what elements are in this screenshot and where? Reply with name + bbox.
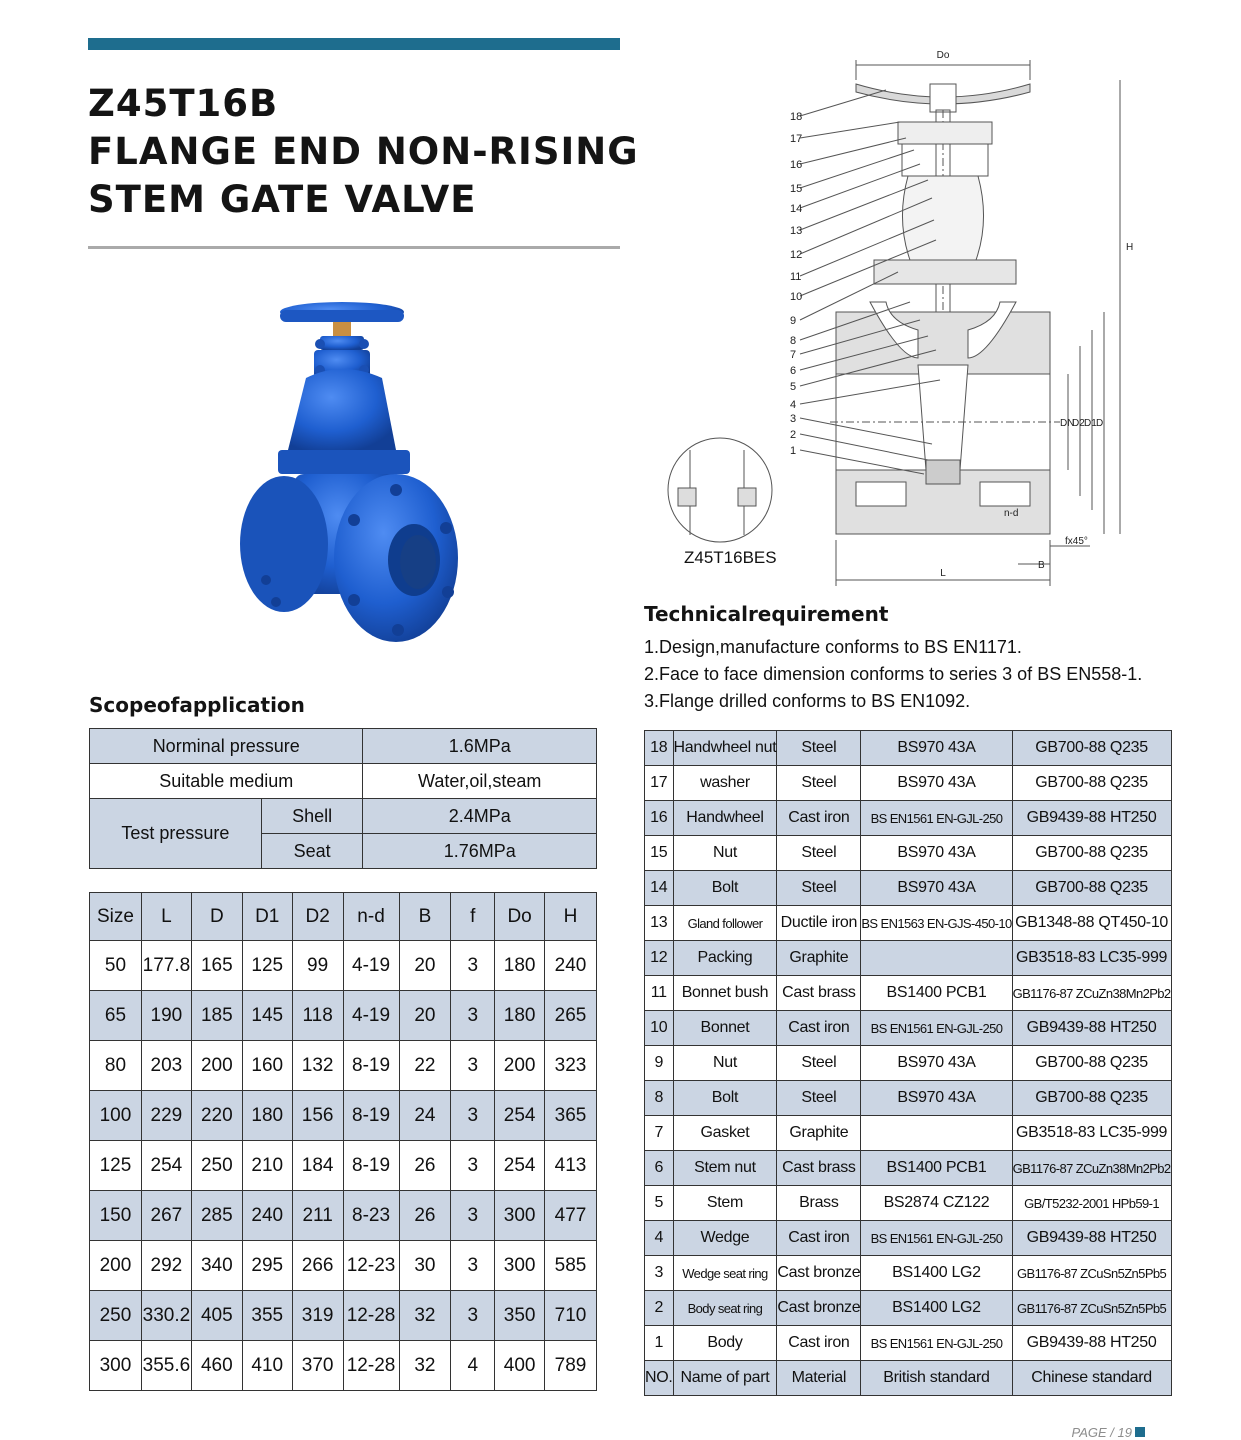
dims-cell: 211 [292, 1191, 343, 1241]
gate-valve-product-image [236, 300, 466, 655]
dims-cell: 160 [242, 1041, 292, 1091]
parts-cell: British standard [861, 1361, 1012, 1396]
table-row [90, 1141, 597, 1191]
dim-do: Do [936, 50, 950, 61]
parts-cell: 15 [645, 836, 674, 871]
dims-cell: 340 [191, 1241, 242, 1291]
dimensions-table [89, 892, 597, 1391]
dim-l: L [940, 568, 946, 579]
dims-cell: 405 [191, 1291, 242, 1341]
dims-cell: 200 [495, 1041, 545, 1091]
tech-item-2: 2.Face to face dimension conforms to series 3 of BS EN558-1. [644, 664, 1143, 684]
parts-cell: Cast brass [777, 976, 861, 1011]
parts-cell: BS970 43A [861, 1081, 1012, 1116]
parts-cell: Steel [777, 766, 861, 801]
callout-number: 10 [790, 291, 803, 303]
parts-cell: GB1348-88 QT450-10 [1012, 906, 1171, 941]
table-row [645, 1116, 1172, 1151]
dims-cell: 4 [451, 1341, 495, 1391]
parts-cell: BS1400 LG2 [861, 1256, 1012, 1291]
dims-cell: D1 [242, 893, 292, 941]
parts-cell: GB700-88 Q235 [1012, 766, 1171, 801]
dims-cell: 267 [141, 1191, 191, 1241]
parts-cell: Steel [777, 871, 861, 906]
parts-cell: Material [777, 1361, 861, 1396]
table-row [645, 766, 1172, 801]
parts-cell: Cast iron [777, 1221, 861, 1256]
dims-cell: 12-28 [343, 1291, 399, 1341]
dims-cell: 8-19 [343, 1141, 399, 1191]
parts-cell: Cast brass [777, 1151, 861, 1186]
dim-d2: D2 [1072, 418, 1085, 429]
table-row [645, 836, 1172, 871]
dims-cell: 240 [545, 941, 597, 991]
parts-cell: Bonnet [673, 1011, 777, 1046]
parts-cell: BS EN1561 EN-GJL-250 [861, 1326, 1012, 1361]
nominal-pressure-label: Norminal pressure [90, 729, 363, 764]
parts-cell: GB700-88 Q235 [1012, 731, 1171, 766]
dims-cell: 3 [451, 1041, 495, 1091]
table-row [645, 1011, 1172, 1046]
dims-cell: 477 [545, 1191, 597, 1241]
dims-cell: n-d [343, 893, 399, 941]
parts-cell: GB1176-87 ZCuSn5Zn5Pb5 [1012, 1256, 1171, 1291]
callout-number: 18 [790, 111, 803, 123]
parts-cell: NO. [645, 1361, 674, 1396]
parts-cell: BS970 43A [861, 871, 1012, 906]
table-row [645, 1326, 1172, 1361]
table-row [645, 906, 1172, 941]
parts-cell: 11 [645, 976, 674, 1011]
dims-cell: B [399, 893, 451, 941]
parts-cell: Gland follower [673, 906, 777, 941]
table-row [90, 1341, 597, 1391]
table-row [645, 1186, 1172, 1221]
dims-cell: 3 [451, 1141, 495, 1191]
table-row [645, 1081, 1172, 1116]
dims-cell: 210 [242, 1141, 292, 1191]
parts-cell: 8 [645, 1081, 674, 1116]
dims-cell: 370 [292, 1341, 343, 1391]
dims-cell: 12-28 [343, 1341, 399, 1391]
table-row [645, 801, 1172, 836]
parts-cell: 12 [645, 941, 674, 976]
parts-cell: BS970 43A [861, 766, 1012, 801]
dims-cell: 300 [90, 1341, 142, 1391]
table-row [645, 871, 1172, 906]
dim-b: B [1038, 560, 1045, 571]
callout-number: 13 [790, 225, 803, 237]
parts-cell: 14 [645, 871, 674, 906]
dims-cell: 20 [399, 991, 451, 1041]
parts-cell: 16 [645, 801, 674, 836]
dims-cell: 350 [495, 1291, 545, 1341]
page-footer [1072, 1425, 1145, 1440]
dims-cell: H [545, 893, 597, 941]
parts-cell: Graphite [777, 1116, 861, 1151]
dims-cell: 203 [141, 1041, 191, 1091]
callout-number: 5 [790, 381, 797, 393]
parts-cell: 18 [645, 731, 674, 766]
dims-cell: D [191, 893, 242, 941]
parts-cell: BS EN1561 EN-GJL-250 [861, 1011, 1012, 1046]
parts-cell: BS970 43A [861, 836, 1012, 871]
dims-cell: 8-23 [343, 1191, 399, 1241]
dims-cell: 4-19 [343, 991, 399, 1041]
dims-cell: 254 [495, 1091, 545, 1141]
parts-cell [861, 1116, 1012, 1151]
test-pressure-label: Test pressure [90, 799, 262, 869]
dims-cell: 585 [545, 1241, 597, 1291]
tech-item-3: 3.Flange drilled conforms to BS EN1092. [644, 691, 971, 711]
dims-cell: 20 [399, 941, 451, 991]
title-line-2: FLANGE END NON-RISING [88, 130, 639, 173]
table-row [90, 1041, 597, 1091]
parts-cell: Cast bronze [777, 1256, 861, 1291]
shell-label: Shell [261, 799, 363, 834]
tech-heading: Technicalrequirement [644, 602, 889, 626]
title-line-3: STEM GATE VALVE [88, 178, 477, 221]
parts-cell: Brass [777, 1186, 861, 1221]
table-row [645, 976, 1172, 1011]
dim-d1: D1 [1084, 418, 1097, 429]
parts-cell: Chinese standard [1012, 1361, 1171, 1396]
dims-cell: 266 [292, 1241, 343, 1291]
parts-cell: Steel [777, 1081, 861, 1116]
parts-cell: Stem nut [673, 1151, 777, 1186]
dims-cell: 3 [451, 1191, 495, 1241]
parts-cell: Cast iron [777, 801, 861, 836]
parts-cell: Nut [673, 1046, 777, 1081]
parts-cell: Bolt [673, 1081, 777, 1116]
dim-h: H [1126, 242, 1134, 253]
parts-cell [861, 941, 1012, 976]
tech-requirements-list [644, 634, 1142, 715]
parts-cell: Ductile iron [777, 906, 861, 941]
dims-cell: 292 [141, 1241, 191, 1291]
dims-cell: 285 [191, 1191, 242, 1241]
dims-cell: 265 [545, 991, 597, 1041]
dims-cell: 156 [292, 1091, 343, 1141]
table-row [645, 1046, 1172, 1081]
dim-dn: DN [1060, 418, 1075, 429]
parts-cell: Name of part [673, 1361, 777, 1396]
dims-cell: 26 [399, 1191, 451, 1241]
dims-cell: 4-19 [343, 941, 399, 991]
dims-cell: 32 [399, 1341, 451, 1391]
dims-cell: 254 [495, 1141, 545, 1191]
callout-number: 15 [790, 183, 803, 195]
footer-square-icon [1135, 1427, 1145, 1437]
seat-value: 1.76MPa [363, 834, 597, 869]
callout-number: 17 [790, 133, 803, 145]
parts-cell: Steel [777, 836, 861, 871]
table-row [90, 1091, 597, 1141]
parts-cell: GB1176-87 ZCuZn38Mn2Pb2 [1012, 976, 1171, 1011]
parts-cell: GB3518-83 LC35-999 [1012, 941, 1171, 976]
dims-cell: 300 [495, 1241, 545, 1291]
inset-model-label: Z45T16BES [684, 548, 777, 567]
dims-cell: 295 [242, 1241, 292, 1291]
callout-number: 11 [790, 271, 802, 283]
parts-cell: Gasket [673, 1116, 777, 1151]
dims-cell: 125 [242, 941, 292, 991]
dims-cell: 200 [191, 1041, 242, 1091]
table-row [90, 991, 597, 1041]
parts-cell: Nut [673, 836, 777, 871]
dims-cell: 125 [90, 1141, 142, 1191]
callout-number: 6 [790, 365, 797, 377]
dims-cell: 26 [399, 1141, 451, 1191]
dims-cell: 99 [292, 941, 343, 991]
dims-cell: 240 [242, 1191, 292, 1241]
parts-cell: BS1400 LG2 [861, 1291, 1012, 1326]
parts-cell: Cast iron [777, 1326, 861, 1361]
parts-cell: 6 [645, 1151, 674, 1186]
dims-cell: 355.6 [141, 1341, 191, 1391]
dims-cell: 319 [292, 1291, 343, 1341]
callout-number: 4 [790, 399, 797, 411]
dims-cell: 400 [495, 1341, 545, 1391]
dims-cell: 250 [90, 1291, 142, 1341]
dims-cell: 50 [90, 941, 142, 991]
scope-table [89, 728, 597, 869]
parts-cell: Cast bronze [777, 1291, 861, 1326]
parts-cell: GB1176-87 ZCuSn5Zn5Pb5 [1012, 1291, 1171, 1326]
dims-cell: L [141, 893, 191, 941]
parts-cell: 4 [645, 1221, 674, 1256]
parts-cell: 5 [645, 1186, 674, 1221]
dims-cell: 22 [399, 1041, 451, 1091]
dims-cell: 3 [451, 1241, 495, 1291]
dims-cell: 3 [451, 991, 495, 1041]
table-row [645, 1221, 1172, 1256]
table-row [645, 1256, 1172, 1291]
callout-number: 3 [790, 413, 797, 425]
parts-cell: BS2874 CZ122 [861, 1186, 1012, 1221]
parts-cell: Body seat ring [673, 1291, 777, 1326]
page-title [88, 80, 648, 224]
title-line-model: Z45T16B [88, 82, 279, 125]
callout-number: 7 [790, 349, 797, 361]
dims-cell: 180 [495, 941, 545, 991]
parts-cell: washer [673, 766, 777, 801]
parts-cell: 9 [645, 1046, 674, 1081]
parts-cell: GB700-88 Q235 [1012, 836, 1171, 871]
medium-label: Suitable medium [90, 764, 363, 799]
dims-cell: 200 [90, 1241, 142, 1291]
parts-cell: Stem [673, 1186, 777, 1221]
parts-cell: GB700-88 Q235 [1012, 1081, 1171, 1116]
header-accent-bar [88, 38, 620, 50]
table-row [645, 1291, 1172, 1326]
parts-cell: 10 [645, 1011, 674, 1046]
dims-cell: 100 [90, 1091, 142, 1141]
dims-cell: 180 [495, 991, 545, 1041]
parts-cell: Wedge [673, 1221, 777, 1256]
table-row [90, 1191, 597, 1241]
dims-cell: 710 [545, 1291, 597, 1341]
parts-cell: Graphite [777, 941, 861, 976]
parts-cell: Steel [777, 731, 861, 766]
dims-cell: 323 [545, 1041, 597, 1091]
parts-cell: 13 [645, 906, 674, 941]
parts-cell: 2 [645, 1291, 674, 1326]
parts-cell: Wedge seat ring [673, 1256, 777, 1291]
dim-nd: n-d [1004, 508, 1019, 519]
dims-cell: 80 [90, 1041, 142, 1091]
dims-cell: 184 [292, 1141, 343, 1191]
parts-cell: 7 [645, 1116, 674, 1151]
parts-cell: Body [673, 1326, 777, 1361]
parts-cell: Handwheel nut [673, 731, 777, 766]
callout-number: 1 [790, 445, 797, 457]
dims-cell: 118 [292, 991, 343, 1041]
parts-cell: Bonnet bush [673, 976, 777, 1011]
shell-value: 2.4MPa [363, 799, 597, 834]
dims-cell: 8-19 [343, 1041, 399, 1091]
dims-cell: Do [495, 893, 545, 941]
dims-cell: 165 [191, 941, 242, 991]
dims-cell: 300 [495, 1191, 545, 1241]
parts-cell: GB9439-88 HT250 [1012, 1011, 1171, 1046]
table-row [645, 941, 1172, 976]
dims-cell: 150 [90, 1191, 142, 1241]
dims-header-row [90, 893, 597, 941]
page-footer-text: PAGE / 19 [1071, 1425, 1132, 1440]
parts-footer-row [645, 1361, 1172, 1396]
dims-cell: 190 [141, 991, 191, 1041]
dims-cell: 30 [399, 1241, 451, 1291]
dims-cell: 8-19 [343, 1091, 399, 1141]
parts-cell: BS970 43A [861, 1046, 1012, 1081]
dims-cell: 355 [242, 1291, 292, 1341]
callout-number: 9 [790, 315, 797, 327]
callout-number: 14 [790, 203, 803, 215]
parts-cell: GB9439-88 HT250 [1012, 801, 1171, 836]
dims-cell: 65 [90, 991, 142, 1041]
dims-cell: 177.8 [141, 941, 191, 991]
dims-cell: 413 [545, 1141, 597, 1191]
table-row [90, 1291, 597, 1341]
dims-cell: D2 [292, 893, 343, 941]
parts-cell: BS1400 PCB1 [861, 1151, 1012, 1186]
dim-d: D [1096, 418, 1104, 429]
dims-cell: 330.2 [141, 1291, 191, 1341]
callout-number: 8 [790, 335, 797, 347]
nominal-pressure-value: 1.6MPa [363, 729, 597, 764]
parts-cell: GB9439-88 HT250 [1012, 1221, 1171, 1256]
medium-value: Water,oil,steam [363, 764, 597, 799]
title-divider [88, 246, 620, 249]
dims-cell: 410 [242, 1341, 292, 1391]
parts-cell: Steel [777, 1046, 861, 1081]
dims-cell: 365 [545, 1091, 597, 1141]
dims-cell: 460 [191, 1341, 242, 1391]
parts-cell: GB700-88 Q235 [1012, 871, 1171, 906]
dims-cell: 789 [545, 1341, 597, 1391]
parts-cell: 17 [645, 766, 674, 801]
dims-cell: 180 [242, 1091, 292, 1141]
dims-cell: 185 [191, 991, 242, 1041]
dim-f: fx45° [1065, 536, 1088, 547]
table-row [90, 1241, 597, 1291]
callout-number: 12 [790, 249, 803, 261]
seat-label: Seat [261, 834, 363, 869]
parts-cell: BS EN1563 EN-GJS-450-10 [861, 906, 1012, 941]
parts-cell: GB3518-83 LC35-999 [1012, 1116, 1171, 1151]
dims-cell: 12-23 [343, 1241, 399, 1291]
parts-cell: 1 [645, 1326, 674, 1361]
dims-cell: 32 [399, 1291, 451, 1341]
scope-heading: Scopeofapplication [89, 693, 305, 717]
parts-cell: BS EN1561 EN-GJL-250 [861, 1221, 1012, 1256]
parts-cell: GB700-88 Q235 [1012, 1046, 1171, 1081]
dims-cell: 3 [451, 941, 495, 991]
parts-cell: BS970 43A [861, 731, 1012, 766]
parts-cell: Packing [673, 941, 777, 976]
parts-cell: BS1400 PCB1 [861, 976, 1012, 1011]
dims-cell: 254 [141, 1141, 191, 1191]
dims-cell: 132 [292, 1041, 343, 1091]
dims-cell: f [451, 893, 495, 941]
valve-cross-section-drawing [660, 40, 1134, 592]
parts-cell: Bolt [673, 871, 777, 906]
callout-number: 16 [790, 159, 803, 171]
parts-cell: GB1176-87 ZCuZn38Mn2Pb2 [1012, 1151, 1171, 1186]
dims-cell: 220 [191, 1091, 242, 1141]
dims-cell: 250 [191, 1141, 242, 1191]
dims-cell: 24 [399, 1091, 451, 1141]
parts-cell: GB/T5232-2001 HPb59-1 [1012, 1186, 1171, 1221]
table-row [90, 941, 597, 991]
tech-item-1: 1.Design,manufacture conforms to BS EN1171. [644, 637, 1022, 657]
dims-cell: 3 [451, 1291, 495, 1341]
parts-table [644, 730, 1172, 1396]
part-callouts [790, 111, 802, 457]
dims-cell: 3 [451, 1091, 495, 1141]
table-row [645, 731, 1172, 766]
dims-cell: Size [90, 893, 142, 941]
parts-cell: BS EN1561 EN-GJL-250 [861, 801, 1012, 836]
parts-cell: GB9439-88 HT250 [1012, 1326, 1171, 1361]
callout-number: 2 [790, 429, 797, 441]
parts-cell: Handwheel [673, 801, 777, 836]
dims-cell: 145 [242, 991, 292, 1041]
parts-cell: 3 [645, 1256, 674, 1291]
table-row [645, 1151, 1172, 1186]
dims-cell: 229 [141, 1091, 191, 1141]
parts-cell: Cast iron [777, 1011, 861, 1046]
